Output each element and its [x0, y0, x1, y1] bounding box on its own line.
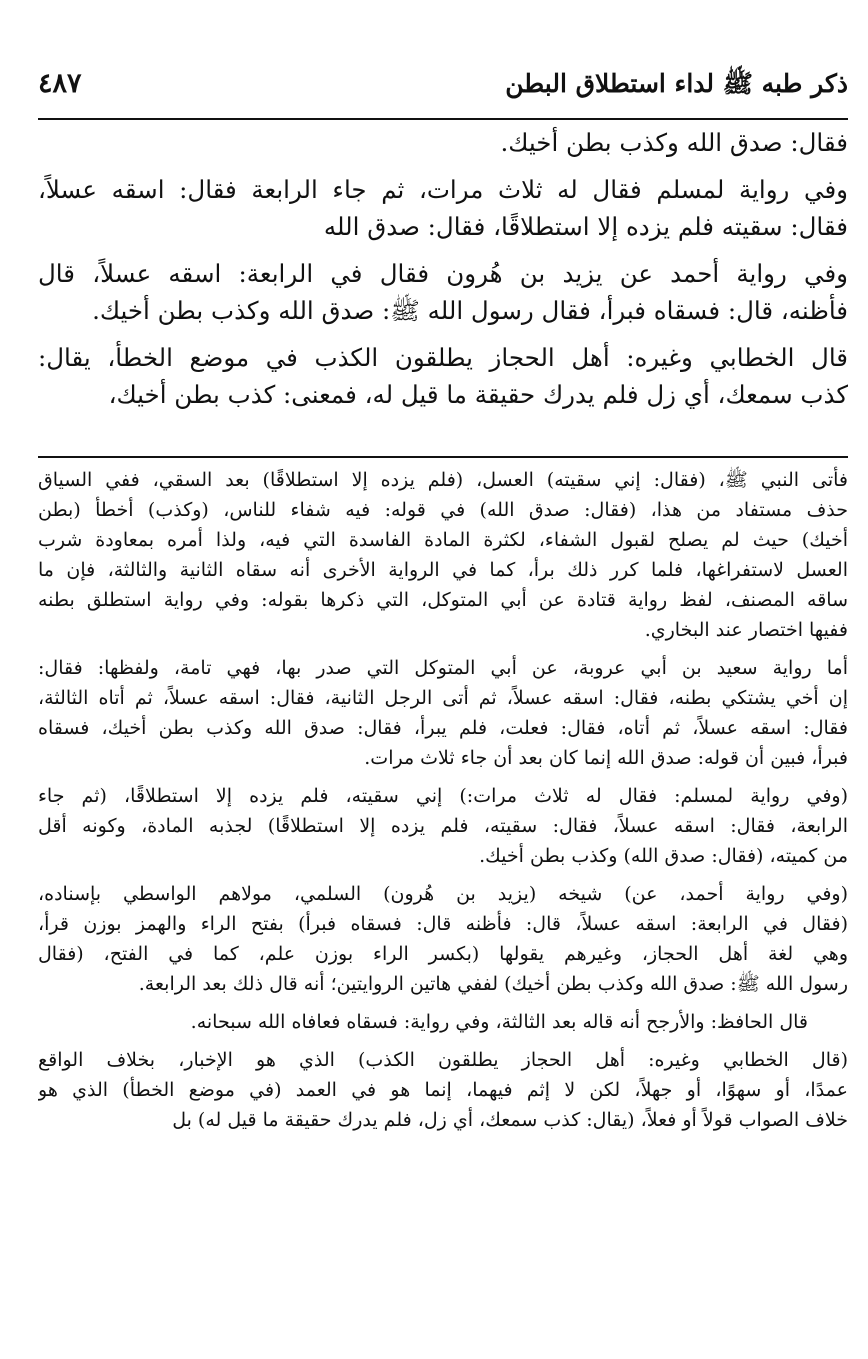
commentary-paragraph	[38, 781, 848, 871]
text-line: فأتى النبي ﷺ، (فقال: إني سقيته) العسل، (فلم يزده إلا استطلاقًا) بعد السقي، ففي السياق	[38, 469, 848, 491]
text-line: فأظنه، قال: فسقاه فبرأ، فقال رسول الله ﷺ: صدق الله وكذب بطن أخيك.	[92, 296, 848, 325]
text-line: (وفي رواية أحمد، عن) شيخه (يزيد بن هُرون) السلمي، مولاهم الواسطي بإسناده،	[38, 883, 848, 905]
text-line: قال الخطابي وغيره: أهل الحجاز يطلقون الكذب في موضع الخطأ، يقال:	[38, 343, 848, 372]
commentary-separator	[38, 456, 848, 458]
text-line: عمدًا، أو سهوًا، أو جهلاً، لكن لا إثم فيهما، إنما هو في العمد (في موضع الخطأ) الذي هو	[38, 1079, 848, 1101]
text-line: كذب سمعك، أي زل فلم يدرك حقيقة ما قيل له، فمعنى: كذب بطن أخيك،	[108, 380, 848, 409]
text-line: ففيها اختصار عند البخاري.	[644, 619, 848, 641]
commentary-paragraph	[38, 653, 848, 773]
text-line: خلاف الصواب قولاً أو فعلاً، (يقال: كذب سمعك، أي زل، فلم يدرك حقيقة ما قيل له) بل	[172, 1109, 848, 1131]
text-line: (فقال في الرابعة: اسقه عسلاً، قال: فأظنه قال: فسقاه فبرأ) بفتح الراء والهمز بوزن قرأ،	[38, 913, 848, 935]
commentary-paragraph	[38, 879, 848, 999]
text-line: أخيك) حيث لم يصلح لقبول الشفاء، لكثرة المادة الفاسدة التي فيه، ولذا أمره بمعاودة شرب	[38, 529, 848, 551]
header-title: ذكر طبه ﷺ لداء استطلاق البطن	[505, 69, 848, 98]
text-line: وهي لغة أهل الحجاز، وغيرهم يقولها (بكسر الراء بوزن علم، كما في الفتح، (فقال	[38, 943, 848, 965]
main-paragraph	[38, 171, 848, 245]
text-line: حذف مستفاد من هذا، (فقال: صدق الله) في قوله: فيه شفاء للناس، (وكذب) أخطأ (بطن	[38, 499, 848, 521]
page-number: ٤٨٧	[38, 68, 82, 99]
text-line: (وفي رواية لمسلم: فقال له ثلاث مرات:) إني سقيته، فلم يزده إلا استطلاقًا، (ثم جاء	[38, 785, 848, 807]
text-line: فقال: سقيته فلم يزده إلا استطلاقًا، فقال: صدق الله	[323, 212, 848, 241]
commentary-paragraph	[38, 1045, 848, 1135]
main-paragraph	[38, 124, 848, 161]
text-line: قال الحافظ: والأرجح أنه قاله بعد الثالثة، وفي رواية: فسقاه فعافاه الله سبحانه.	[190, 1011, 808, 1033]
main-paragraph	[38, 339, 848, 413]
text-line: الرابعة، فقال: اسقه عسلاً، فقال: سقيته، فلم يزده إلا استطلاقًا) لجذبه المادة، وكونه أقل	[38, 815, 848, 837]
text-line: أما رواية سعيد بن أبي عروبة، عن أبي المتوكل التي صدر بها، فهي تامة، ولفظها: فقال:	[38, 657, 848, 679]
text-line: من كميته، (فقال: صدق الله) وكذب بطن أخيك.	[479, 845, 848, 867]
main-text	[38, 124, 848, 413]
text-line: وفي رواية لمسلم فقال له ثلاث مرات، ثم جاء الرابعة فقال: اسقه عسلاً،	[38, 175, 848, 204]
text-line: فبرأ، فبين أن قوله: صدق الله إنما كان بعد أن جاء ثلاث مرات.	[364, 747, 848, 769]
commentary-paragraph	[38, 1007, 848, 1037]
commentary-paragraph	[38, 465, 848, 645]
text-line: وفي رواية أحمد عن يزيد بن هُرون فقال في الرابعة: اسقه عسلاً، قال	[38, 259, 848, 288]
text-line: ساقه المصنف، لفظ رواية قتادة عن أبي المتوكل، التي ذكرها بقوله: وفي رواية استطلق بطنه	[38, 589, 848, 611]
text-line: رسول الله ﷺ: صدق الله وكذب بطن أخيك) لففي هاتين الروايتين؛ أنه قال ذلك بعد الرابعة.	[138, 973, 848, 995]
text-line: العسل لاستفراغها، فلما كرر ذلك برأ، كما في الرواية الأخرى أنه سقاه الثانية والثالثة، فإن ما	[38, 559, 848, 581]
book-page	[38, 0, 848, 1359]
text-line: (قال الخطابي وغيره: أهل الحجاز يطلقون الكذب) الذي هو الإخبار، بخلاف الواقع	[38, 1049, 848, 1071]
running-header	[38, 64, 848, 110]
text-line: فقال: صدق الله وكذب بطن أخيك.	[500, 128, 848, 157]
header-rule	[38, 118, 848, 120]
commentary-text	[38, 465, 848, 1135]
text-line: فقال: اسقه عسلاً، ثم أتاه، فقال: فعلت، فلم يبرأ، فقال: صدق الله وكذب بطن أخيك، فسقاه	[38, 717, 848, 739]
text-line: إن أخي يشتكي بطنه، فقال: اسقه عسلاً، ثم أتى الرجل الثانية، فقال: اسقه عسلاً، ثم أتاه الثالثة،	[38, 687, 848, 709]
main-paragraph	[38, 255, 848, 329]
